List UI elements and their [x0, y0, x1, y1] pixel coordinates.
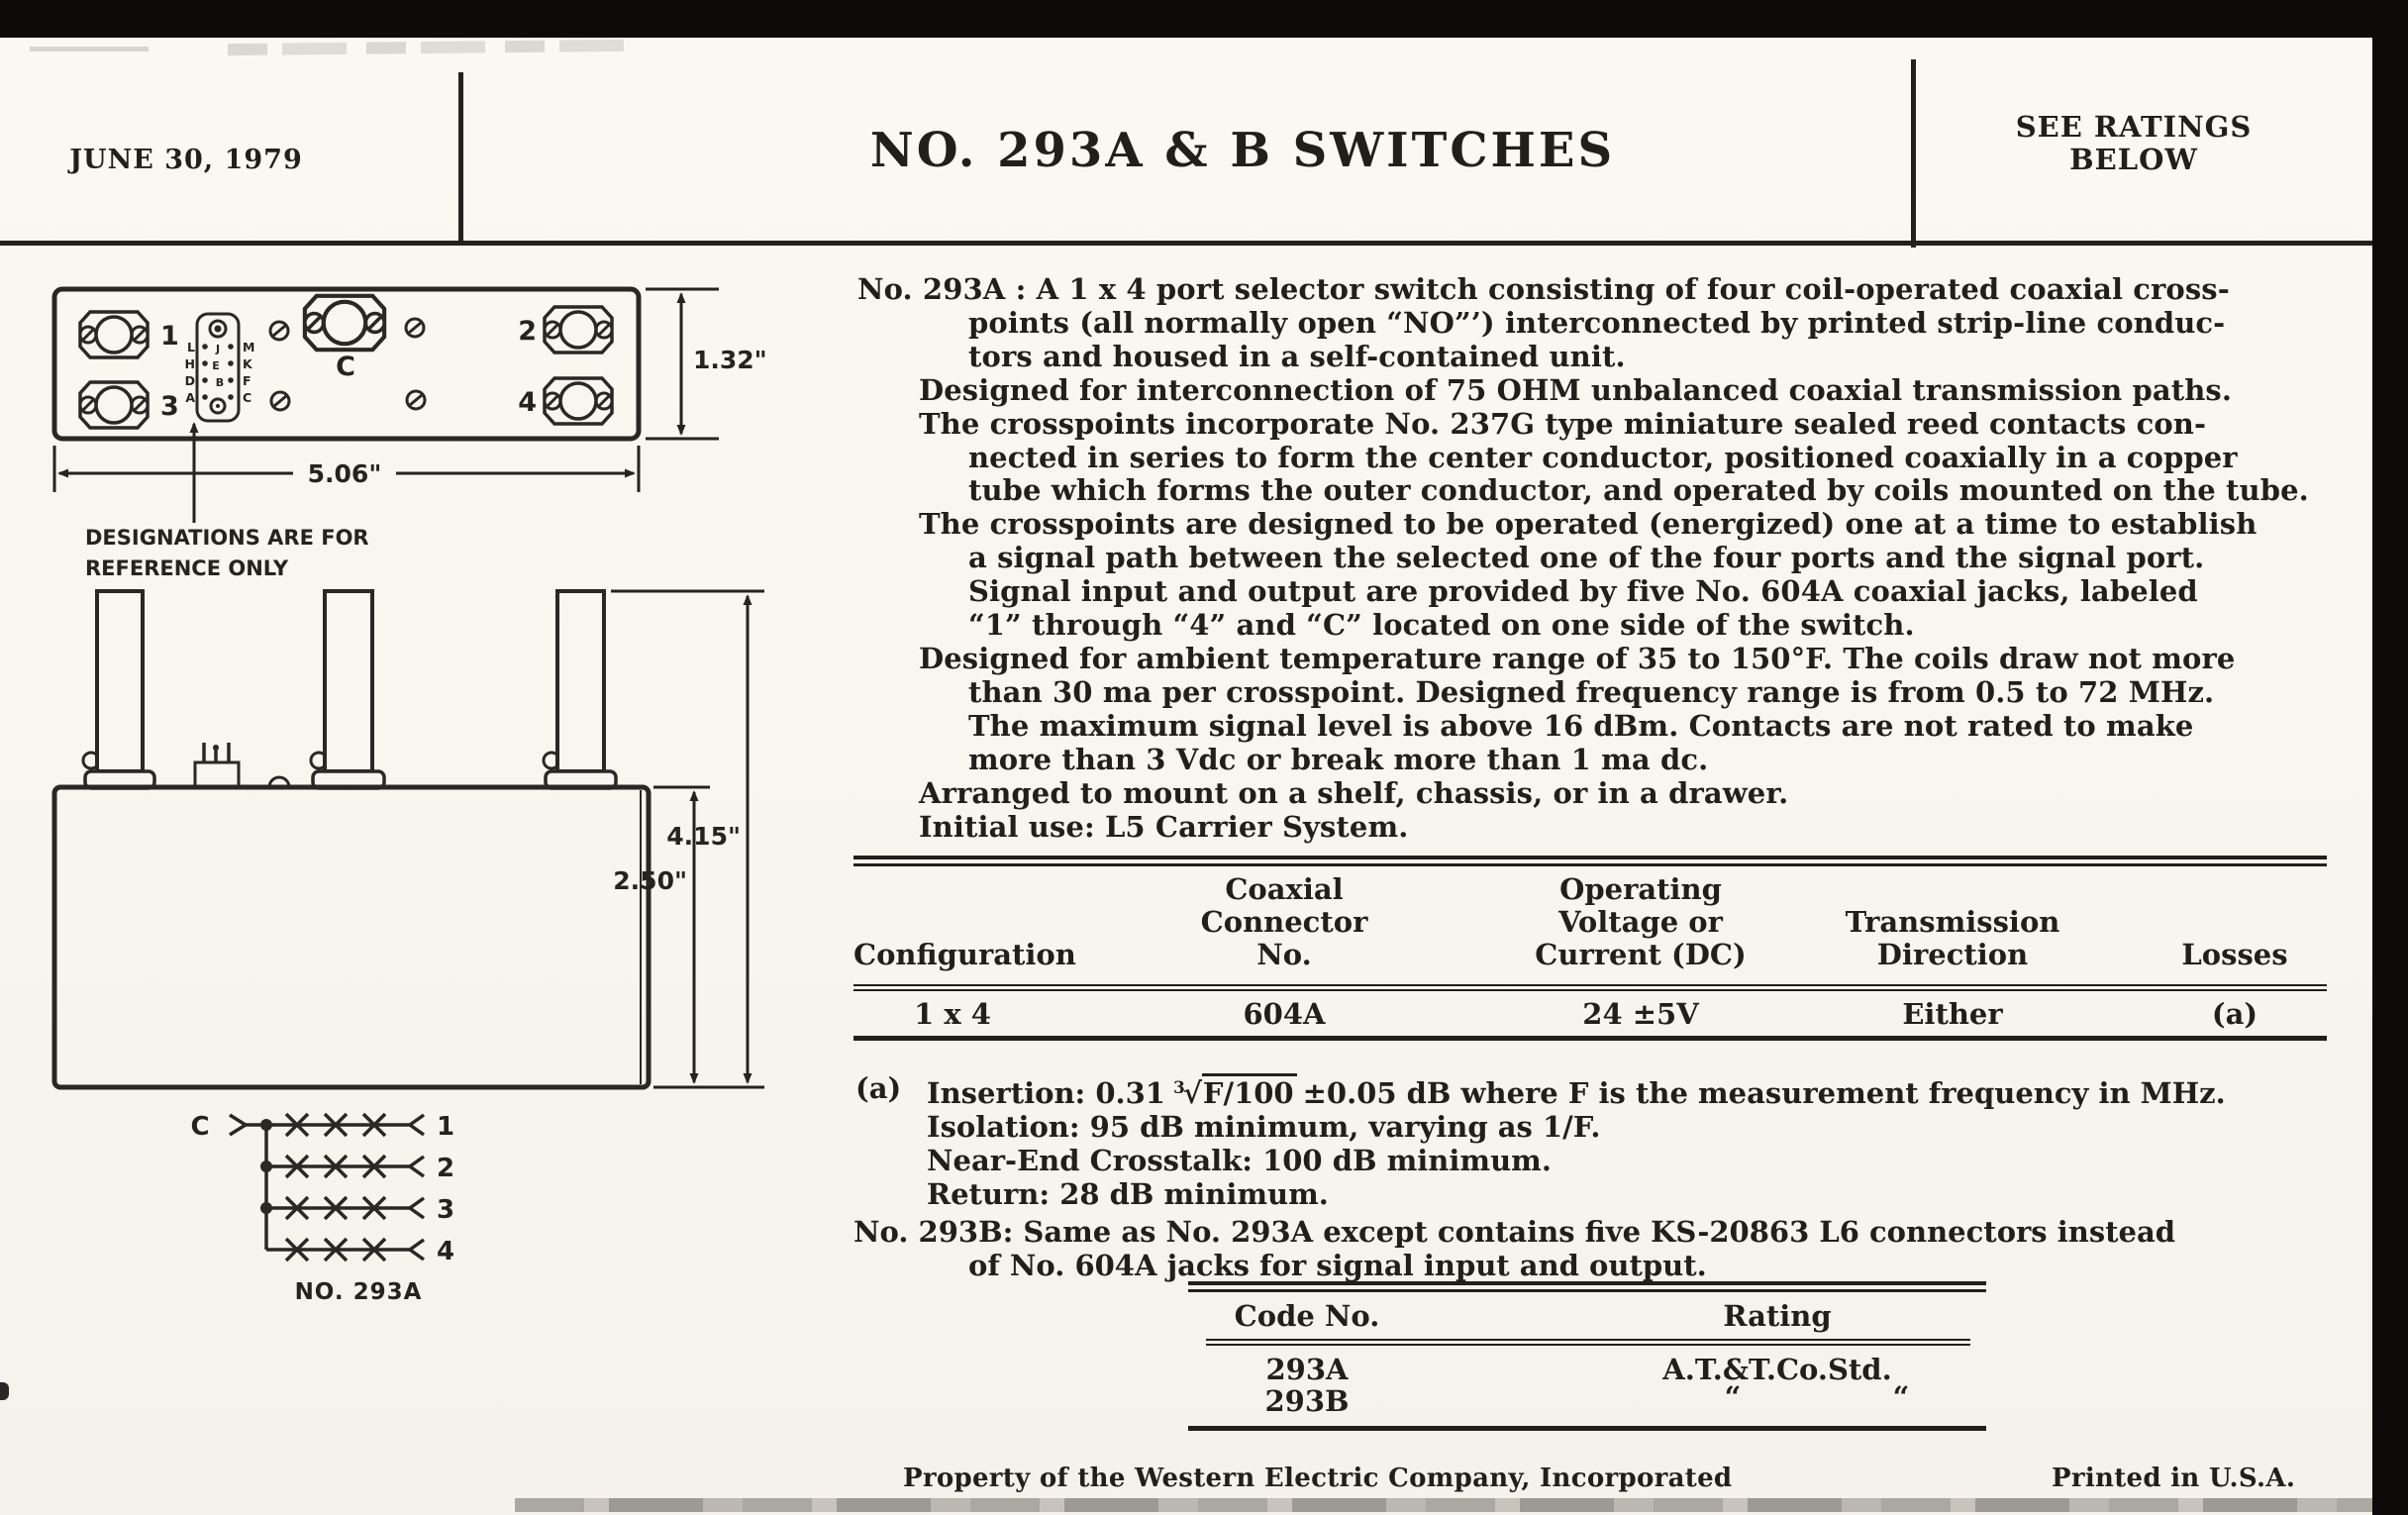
description-line: tube which forms the outer conductor, and operated by coils mounted on the tube.: [968, 473, 2309, 508]
description-line: points (all normally open “NO”’) interconnected by printed strip-line conduc-: [968, 305, 2226, 340]
insertion-prefix: Insertion: 0.31: [927, 1076, 1165, 1110]
panel-screw-icon: [270, 322, 288, 340]
panel-screw-icon: [271, 392, 289, 410]
pin-letter: B: [215, 376, 225, 389]
spec-col-voltage-line2: Voltage or: [1558, 905, 1723, 939]
pin-letter: H: [184, 356, 195, 371]
pin-designation-block: [185, 314, 255, 421]
spec-col-voltage-line1: Operating: [1559, 872, 1722, 906]
schematic-output-label: 2: [437, 1154, 455, 1183]
note-293b-line1: No. 293B: Same as No. 293A except contains five KS-20863 L6 connectors instead: [853, 1215, 2176, 1249]
body-height-label: 2.50": [613, 866, 687, 895]
jack-label-4: 4: [518, 387, 537, 418]
description-line: Signal input and output are provided by five No. 604A coaxial jacks, labeled: [968, 574, 2198, 609]
note-a-return: Return: 28 dB minimum.: [927, 1177, 1329, 1211]
description-line: Designed for ambient temperature range of 35 to 150°F. The coils draw not more: [919, 641, 2236, 675]
coax-connector-barrel: [325, 591, 372, 771]
cube-root-radical: $^3$√F/100: [1173, 1071, 1297, 1110]
description-line: Arranged to mount on a shelf, chassis, or in a drawer.: [919, 775, 1789, 810]
height-dimension-label: 1.32": [693, 346, 767, 374]
radical-index: 3: [1172, 1078, 1185, 1098]
control-connector: [195, 743, 239, 787]
pin-letter: F: [243, 373, 251, 388]
coax-connector-barrel: [557, 591, 604, 771]
panel-screw-icon: [406, 319, 424, 337]
width-dimension-label: 5.06": [307, 459, 382, 488]
code-row-293b: 293B: [1264, 1384, 1350, 1418]
note-a-isolation: Isolation: 95 dB minimum, varying as 1/F.: [927, 1110, 1601, 1144]
jack-label-1: 1: [160, 321, 179, 352]
description-line: Designed for interconnection of 75 OHM unbalanced coaxial transmission paths.: [919, 372, 2233, 407]
note-a-crosstalk: Near-End Crosstalk: 100 dB minimum.: [927, 1144, 1552, 1177]
spec-value-direction: Either: [1902, 997, 2003, 1031]
jack-label-c: C: [336, 352, 355, 382]
code-table-header-code: Code No.: [1234, 1299, 1380, 1333]
coax-jack-1: [80, 312, 148, 357]
designation-note-line2: REFERENCE ONLY: [85, 556, 289, 580]
schematic-output-label: 3: [437, 1195, 455, 1225]
switch-body: [54, 787, 649, 1087]
note-a-label: (a): [855, 1071, 902, 1105]
spec-col-connector-line3: No.: [1256, 938, 1312, 971]
description-line: tors and housed in a self-contained unit.: [968, 339, 1626, 373]
side-view-diagram: [54, 591, 764, 1087]
description-line: The crosspoints incorporate No. 237G type miniature sealed reed contacts con-: [919, 406, 2207, 441]
code-row-293b-ditto-1: “: [1724, 1380, 1742, 1414]
code-row-293a-rating: A.T.&T.Co.Std.: [1662, 1353, 1892, 1386]
schematic-output-label: 4: [437, 1237, 455, 1266]
crosspoint-marks: [286, 1114, 385, 1261]
insertion-suffix: ±0.05 dB where F is the measurement frequency in MHz.: [1302, 1076, 2226, 1110]
pin-letter: M: [243, 340, 255, 354]
schematic-caption: NO. 293A: [294, 1279, 423, 1305]
spec-col-connector-line2: Connector: [1200, 905, 1368, 939]
spec-col-direction-line2: Direction: [1876, 938, 2029, 971]
pin-letter: E: [212, 359, 220, 372]
code-row-293b-ditto-2: “: [1892, 1380, 1910, 1414]
coax-jack-c: [305, 296, 384, 350]
footer-property-notice: Property of the Western Electric Company, Incorporated: [903, 1464, 1733, 1493]
code-table-header-rating: Rating: [1723, 1299, 1832, 1333]
schematic-input-label: C: [190, 1112, 210, 1142]
footer-printed-in: Printed in U.S.A.: [2052, 1464, 2296, 1493]
code-row-293a: 293A: [1265, 1353, 1349, 1386]
spec-col-losses: Losses: [2181, 938, 2288, 971]
schematic-diagram: [190, 1112, 454, 1305]
pin-letter: K: [243, 356, 252, 371]
spec-value-configuration: 1 x 4: [914, 997, 991, 1031]
description-line: The maximum signal level is above 16 dBm. Contacts are not rated to make: [968, 708, 2194, 743]
note-293b-line2: of No. 604A jacks for signal input and output.: [968, 1249, 1707, 1282]
document-date: JUNE 30, 1979: [69, 145, 303, 175]
spec-value-voltage: 24 ±5V: [1582, 997, 1699, 1031]
jack-label-3: 3: [160, 391, 179, 422]
spec-col-voltage-line3: Current (DC): [1535, 938, 1747, 971]
designation-note-line1: DESIGNATIONS ARE FOR: [85, 526, 369, 550]
description-line: The crosspoints are designed to be operated (energized) one at a time to establish: [919, 507, 2258, 542]
schematic-output-label: 1: [437, 1112, 455, 1142]
coax-jack-2: [545, 307, 612, 353]
description-line: than 30 ma per crosspoint. Designed frequency range is from 0.5 to 72 MHz.: [968, 674, 2215, 709]
ratings-note-line2: BELOW: [2069, 143, 2198, 176]
jack-label-2: 2: [518, 316, 537, 347]
pin-letter: J: [215, 343, 221, 355]
face-view-diagram: [54, 289, 767, 580]
spec-value-connector: 604A: [1243, 997, 1326, 1031]
coax-jack-4: [545, 378, 612, 424]
description-line: nected in series to form the center conductor, positioned coaxially in a copper: [968, 440, 2238, 474]
coax-connector-barrel: [97, 591, 143, 771]
page-title: NO. 293A & B SWITCHES: [869, 123, 1616, 178]
description-line: Initial use: L5 Carrier System.: [919, 809, 1409, 844]
spec-col-configuration: Configuration: [853, 938, 1076, 971]
ratings-note-line1: SEE RATINGS: [2015, 110, 2253, 144]
spec-col-connector-line1: Coaxial: [1225, 872, 1344, 906]
spec-col-direction-line1: Transmission: [1845, 905, 2060, 939]
coax-jack-3: [80, 382, 148, 428]
description-line: “1” through “4” and “C” located on one side of the switch.: [968, 608, 1915, 643]
pin-letter: L: [187, 340, 195, 354]
spec-value-losses: (a): [2211, 997, 2258, 1031]
pin-letter: A: [185, 390, 195, 405]
description-line: a signal path between the selected one of the four ports and the signal port.: [968, 541, 2205, 575]
radical-radicand: F/100: [1202, 1073, 1297, 1110]
overall-height-label: 4.15": [666, 822, 741, 851]
pin-letter: D: [184, 373, 195, 388]
pin-letter: C: [243, 390, 252, 405]
description-line: more than 3 Vdc or break more than 1 ma dc.: [968, 742, 1709, 776]
description-line: No. 293A : A 1 x 4 port selector switch consisting of four coil-operated coaxial cross-: [857, 272, 2230, 306]
panel-screw-icon: [407, 391, 425, 409]
